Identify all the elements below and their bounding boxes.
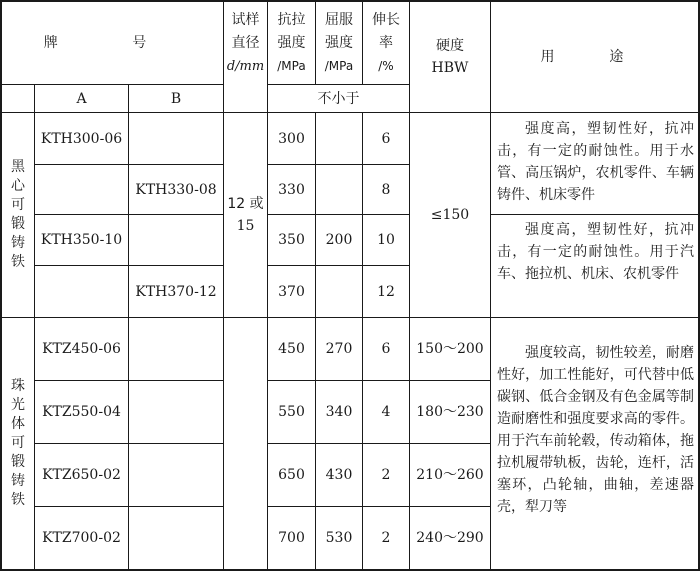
group-pearlitic-name [2,318,34,569]
table-row-cell [316,381,362,443]
header-elongation-l1: 伸长 [372,11,400,28]
table-row-cell [316,444,362,506]
table-row-cell [129,113,223,164]
table-row-cell [268,507,315,569]
grade-a: KTZ550-04 [42,404,121,420]
header-hardness-l1: 硬度 [435,38,464,54]
table-row-cell [410,381,490,443]
tensile-value: 450 [278,341,305,357]
hardness-blackheart [410,113,490,317]
uses-text-3: 强度较高，韧性较差，耐磨性好，加工性能好，可代替中低碳钢、低合金钢及有色金属等制造耐磨性和强度要求高的零件。用于汽车前轮毂，传动箱体，拖拉机履带轨板，齿轮，连杆，活塞环，凸轮轴，曲轴，差速器壳，犁刀等 [497,345,694,515]
header-grade [2,2,223,84]
header-uses [491,2,698,112]
header-elongation [363,2,409,84]
grade-b: KTH330-08 [135,181,217,198]
group-1-char: 可 [11,197,25,213]
table-row-cell [363,507,409,569]
hardness-value: 180～230 [416,404,484,420]
grade-a: KTZ650-02 [42,467,121,483]
table-row-cell [363,215,409,265]
grade-a: KTH300-06 [40,130,123,147]
table-row-cell [35,444,128,506]
grade-a: KTZ700-02 [42,530,121,546]
hardness-blackheart-text: ≤150 [430,207,470,223]
table-row-cell [363,165,409,214]
header-yield [316,2,362,84]
table-row-cell [35,215,128,265]
table-row-cell [268,444,315,506]
elongation-value: 12 [377,283,395,300]
hardness-value: 240～290 [416,530,484,546]
header-diameter-l1: 试样 [231,11,260,28]
table-row-cell [129,266,223,317]
tensile-value: 550 [278,404,305,420]
tensile-value: 370 [278,283,305,300]
group-2-char: 光 [11,397,25,413]
header-hardness-l2: HBW [431,60,469,76]
table-row-cell [316,318,362,380]
elongation-value: 6 [381,130,391,147]
header-min-note-text: 不小于 [317,90,360,107]
table-row-cell [316,507,362,569]
tensile-value: 700 [278,530,305,546]
group-2-char: 铸 [11,473,25,489]
grade-a: KTH350-10 [40,232,123,248]
table-row-cell [35,381,128,443]
yield-value: 340 [325,404,353,420]
table-row-cell [316,165,362,214]
group-1-char: 心 [11,178,25,194]
tensile-value: 330 [278,181,305,198]
header-diameter-l3: d/mm [226,58,265,74]
header-tensile-l1: 抗拉 [277,11,306,28]
table-row-cell [35,165,128,214]
table-row-cell [363,266,409,317]
table-row-cell [35,266,128,317]
table-row-cell [268,165,315,214]
table-row-cell [129,165,223,214]
elongation-value: 4 [381,404,391,420]
tensile-value: 650 [278,467,305,483]
diameter-l2: 15 [236,218,255,234]
grade-a: KTZ450-06 [42,341,121,357]
group-2-char: 铁 [11,492,25,508]
header-tensile [268,2,315,84]
table-row-cell [316,266,362,317]
header-yield-l3: /MPa [324,58,354,73]
group-1-char: 黑 [11,159,25,175]
table-row-cell [316,113,362,164]
group-1-char: 铸 [11,235,25,251]
header-diameter [224,2,267,112]
header-diameter-l2: 直径 [231,34,260,51]
table-row-cell [35,113,128,164]
uses-text-1: 强度高，塑韧性好，抗冲击，有一定的耐蚀性。用于水管、高压锅炉，农机零件、车辆铸件、机床零件 [497,121,694,203]
table-row-cell [363,444,409,506]
table-row-cell [268,215,315,265]
yield-value: 530 [325,530,353,546]
tensile-value: 300 [278,130,305,147]
table-row-cell [363,113,409,164]
header-min-note [268,85,409,112]
diameter-l1: 12 或 [227,196,264,212]
group-1-char: 锻 [11,216,25,232]
header-tensile-l2: 强度 [277,34,306,51]
yield-value: 200 [325,232,353,248]
hardness-value: 210～260 [416,467,484,483]
tensile-value: 350 [278,232,305,248]
grade-b: KTH370-12 [135,283,217,300]
elongation-value: 6 [381,341,391,357]
uses-text-2: 强度高，塑韧性好，抗冲击，有一定的耐蚀性。用于汽车、拖拉机、机床、农机零件 [497,222,694,282]
elongation-value: 8 [381,181,391,198]
group-blackheart-name [2,113,34,317]
diameter-value [224,113,267,317]
table-row-cell [410,507,490,569]
table-row-cell [35,507,128,569]
elongation-value: 10 [377,232,395,248]
table-row-cell [268,113,315,164]
table-row-cell [410,444,490,506]
group-2-char: 可 [11,435,25,451]
group-2-char: 体 [11,416,25,432]
table-row-cell [268,266,315,317]
table-row-cell [363,318,409,380]
group-1-char: 铁 [11,254,25,270]
table-row-cell [268,318,315,380]
table-row-cell [316,215,362,265]
header-col-a-text: A [76,90,87,107]
yield-value: 430 [325,467,353,483]
header-elongation-l2: 率 [379,34,393,51]
header-tensile-l3: /MPa [277,58,306,73]
header-col-b-text: B [170,90,182,107]
table-row-cell [268,381,315,443]
group-2-char: 珠 [11,378,25,394]
header-col-a [35,85,128,112]
elongation-value: 2 [381,467,391,483]
table-row-cell [363,381,409,443]
elongation-value: 2 [381,530,391,546]
header-grade-text: 牌 号 [43,35,182,51]
header-elongation-l3: /% [378,58,394,73]
hardness-value: 150～200 [416,341,484,357]
rule-row-2c [490,214,700,215]
header-yield-l2: 强度 [324,34,353,51]
header-uses-text: 用 途 [540,49,649,65]
yield-value: 270 [325,341,353,357]
table-row-cell [35,318,128,380]
header-col-b [129,85,223,112]
group-2-char: 锻 [11,454,25,470]
header-hardness [410,2,490,112]
table-row-cell [129,215,223,265]
table-row-cell [410,318,490,380]
header-yield-l1: 屈服 [324,11,353,28]
